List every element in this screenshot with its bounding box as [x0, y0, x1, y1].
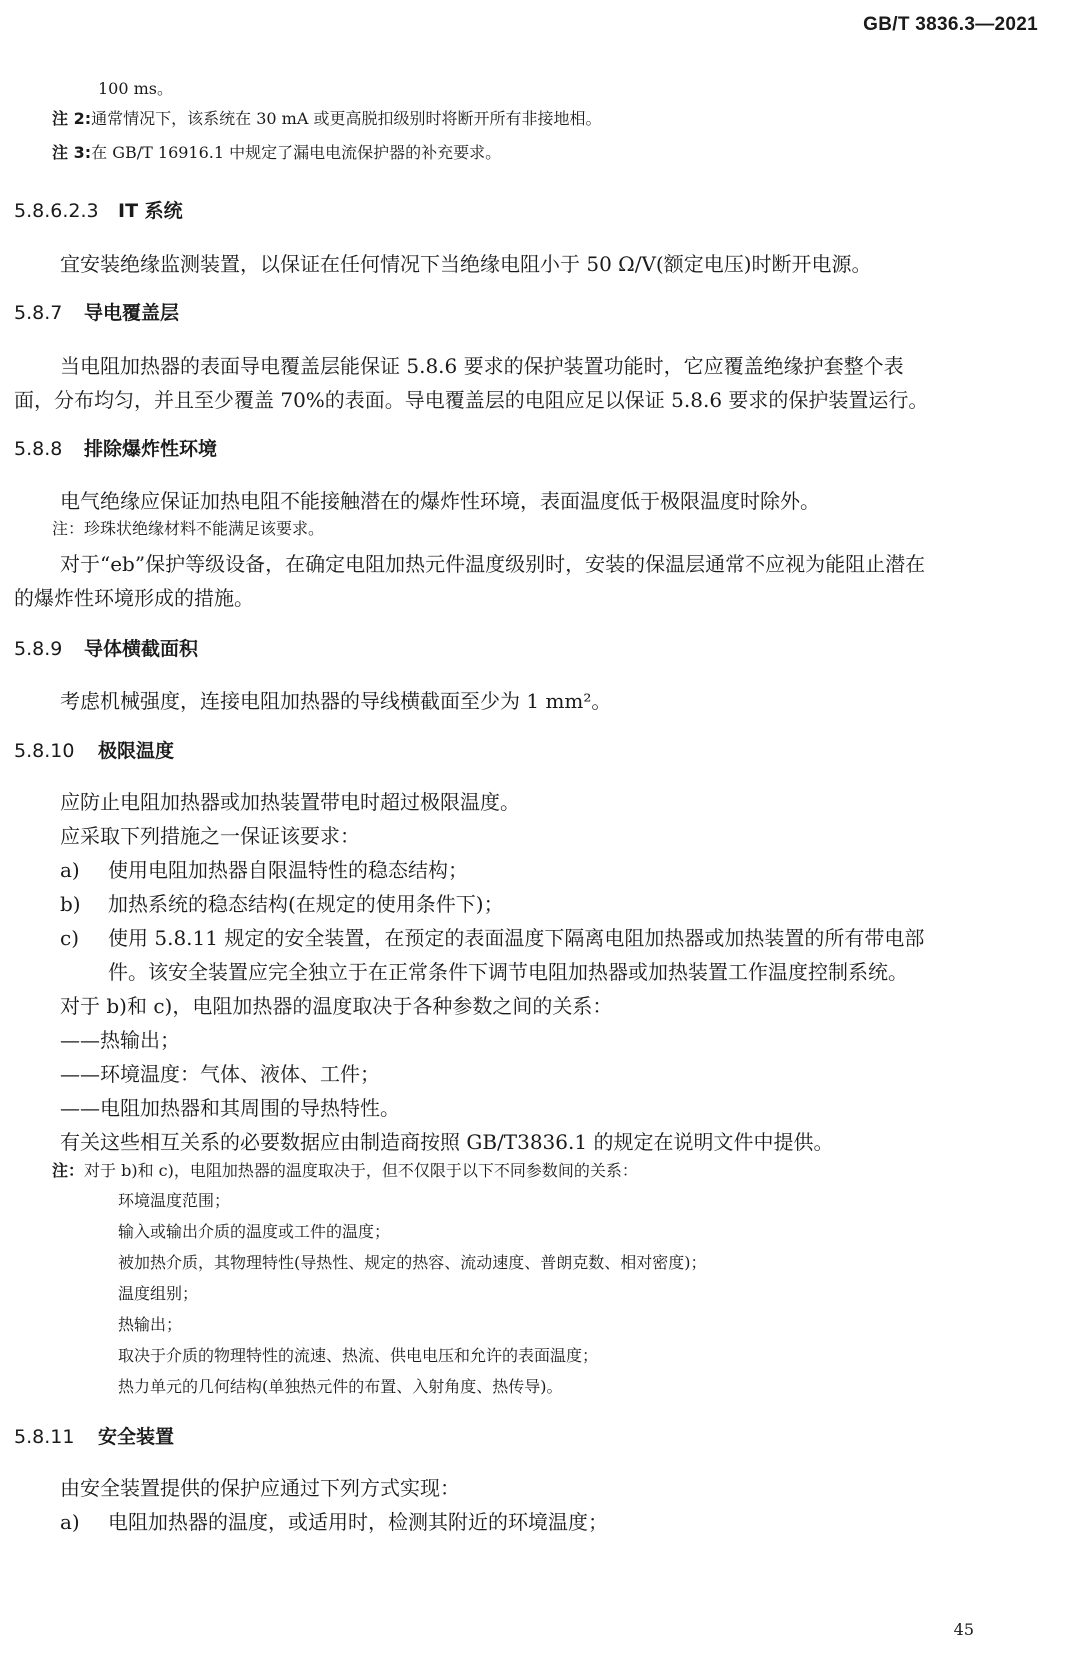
- section-title: 导电覆盖层: [84, 302, 180, 324]
- list-label: a): [60, 858, 80, 882]
- note: 注：珍珠状绝缘材料不能满足该要求。: [52, 519, 325, 538]
- paragraph-line: 对于“eb”保护等级设备，在确定电阻加热元件温度级别时，安装的保温层通常不应视为能阻止潜在: [60, 552, 926, 576]
- page-number: 45: [953, 1620, 974, 1639]
- section-number: 5.8.10: [14, 740, 75, 762]
- list-label: b): [60, 892, 81, 916]
- section-title: 导体横截面积: [84, 638, 199, 660]
- note-item: 温度组别；: [118, 1284, 199, 1303]
- list-text: 电阻加热器的温度，或适用时，检测其附近的环境温度；: [108, 1510, 608, 1534]
- section-number: 5.8.7: [14, 302, 63, 324]
- section-number: 5.8.8: [14, 438, 63, 460]
- paragraph: 有关这些相互关系的必要数据应由制造商按照 GB/T3836.1 的规定在说明文件中提供。: [60, 1130, 834, 1154]
- note-text: 在 GB/T 16916.1 中规定了漏电电流保护器的补充要求。: [91, 143, 502, 162]
- section-heading-5-8-9: [14, 634, 198, 661]
- list-item-c-continued: 件。该安全装置应完全独立于在正常条件下调节电阻加热器或加热装置工作温度控制系统。: [108, 960, 908, 984]
- paragraph-line: 当电阻加热器的表面导电覆盖层能保证 5.8.6 要求的保护装置功能时，它应覆盖绝缘护套整个表: [60, 354, 904, 378]
- note-item: 输入或输出介质的温度或工件的温度；: [118, 1222, 391, 1241]
- note: [52, 1158, 638, 1181]
- paragraph-line: 面，分布均匀，并且至少覆盖 70%的表面。导电覆盖层的电阻应足以保证 5.8.6 要求的保护装置运行。: [14, 388, 929, 412]
- section-heading-5-8-6-2-3: [14, 196, 183, 223]
- section-heading-5-8-11: [14, 1422, 174, 1449]
- paragraph: 应采取下列措施之一保证该要求：: [60, 824, 360, 848]
- section-heading-5-8-7: [14, 298, 179, 325]
- list-text: 使用 5.8.11 规定的安全装置，在预定的表面温度下隔离电阻加热器或加热装置的所有带电部: [108, 926, 925, 950]
- note-2: [52, 106, 601, 129]
- paragraph: 宜安装绝缘监测装置，以保证在任何情况下当绝缘电阻小于 50 Ω/V(额定电压)时断开电源。: [60, 252, 872, 276]
- paragraph: 对于 b)和 c)，电阻加热器的温度取决于各种参数之间的关系：: [60, 994, 613, 1018]
- section-title: 安全装置: [98, 1426, 175, 1448]
- note-item: 取决于介质的物理特性的流速、热流、供电电压和允许的表面温度；: [118, 1346, 599, 1365]
- list-item-c: [60, 922, 924, 951]
- note-label: 注 2:: [52, 109, 92, 128]
- list-label: a): [60, 1510, 80, 1534]
- note-3: [52, 140, 501, 163]
- note-item: 被加热介质，其物理特性(导热性、规定的热容、流动速度、普朗克数、相对密度)；: [118, 1253, 707, 1272]
- list-item-a: [60, 1506, 608, 1535]
- note-item: 热力单元的几何结构(单独热元件的布置、入射角度、热传导)。: [118, 1377, 563, 1396]
- section-number: 5.8.11: [14, 1426, 75, 1448]
- paragraph-line: 的爆炸性环境形成的措施。: [14, 586, 254, 610]
- note-item: 环境温度范围；: [118, 1191, 231, 1210]
- note-text: 通常情况下，该系统在 30 mA 或更高脱扣级别时将断开所有非接地相。: [91, 109, 602, 128]
- note-label: 注 3:: [52, 143, 92, 162]
- section-heading-5-8-8: [14, 434, 217, 461]
- dash-item: ——电阻加热器和其周围的导热特性。: [60, 1096, 400, 1120]
- section-title: 排除爆炸性环境: [84, 438, 218, 460]
- section-heading-5-8-10: [14, 736, 174, 763]
- section-title: IT 系统: [118, 200, 183, 222]
- list-item-b: [60, 888, 504, 917]
- paragraph: 考虑机械强度，连接电阻加热器的导线横截面至少为 1 mm²。: [60, 689, 612, 713]
- dash-item: ——环境温度：气体、液体、工件；: [60, 1062, 380, 1086]
- list-text: 使用电阻加热器自限温特性的稳态结构；: [108, 858, 468, 882]
- list-item-a: [60, 854, 468, 883]
- dash-item: ——热输出；: [60, 1028, 180, 1052]
- note-text: 对于 b)和 c)，电阻加热器的温度取决于，但不仅限于以下不同参数间的关系：: [84, 1161, 638, 1180]
- standard-id: GB/T 3836.3—2021: [863, 14, 1038, 35]
- note-label: 注：: [52, 1161, 85, 1180]
- list-text: 加热系统的稳态结构(在规定的使用条件下)；: [108, 892, 504, 916]
- continuation-text: 100 ms。: [98, 79, 174, 98]
- paragraph: 由安全装置提供的保护应通过下列方式实现：: [60, 1476, 460, 1500]
- note-item: 热输出；: [118, 1315, 183, 1334]
- paragraph: 应防止电阻加热器或加热装置带电时超过极限温度。: [60, 790, 520, 814]
- section-title: 极限温度: [98, 740, 175, 762]
- section-number: 5.8.9: [14, 638, 63, 660]
- section-number: 5.8.6.2.3: [14, 200, 99, 222]
- list-label: c): [60, 926, 80, 950]
- paragraph: 电气绝缘应保证加热电阻不能接触潜在的爆炸性环境，表面温度低于极限温度时除外。: [60, 489, 820, 513]
